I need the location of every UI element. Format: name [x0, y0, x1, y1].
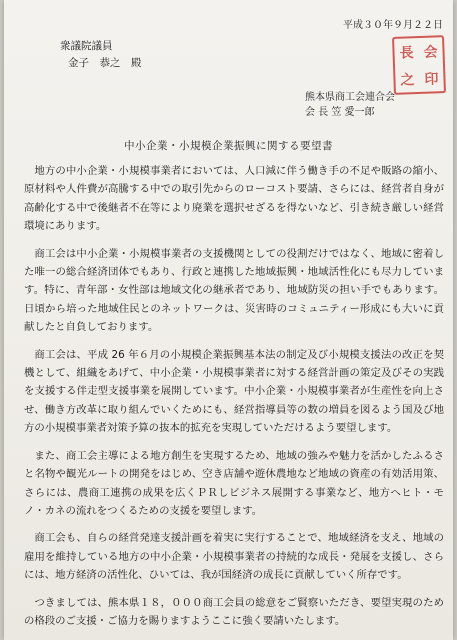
document-title: 中小企業・小規模企業振興に関する要望書 [124, 140, 333, 152]
body-paragraph: 商工会は中小企業・小規模事業者の支援機関としての役割だけではなく、地域に密着した唯一の総合経済団体でもあり、行政と連携した地域振興・地域活性化にも尽力しています。特に、青年部・女性部は地域文化の継承者であり、地域防災の担い手でもあります。日頃から培った地域住民とのネットワークは、災害時のコミュニティー形成にも大いに貢献したと自負しております。 [24, 247, 444, 334]
body-paragraph: 地方の中小企業・小規模事業者においては、人口減に伴う働き手の不足や販路の縮小、原材料や人件費が高騰する中での取引先からのローコスト要請、さらには、経営者自身が高齢化する中で後継者不在等により廃業を選択せざるを得ないなど、引き続き厳しい経営環境にあります。 [24, 165, 444, 233]
body-paragraph: また、商工会主導による地方創生を実現するため、地域の強みや魅力を活かしたふるさと名物や観光ルートの開発をはじめ、空き店舗や遊休農地など地域の資産の有効活用策、さらには、農商工連携の成果を広くＰＲしビジネス展開する事業など、地方へヒト・モノ・カネの流れをつくるための支援を要望します。 [24, 449, 444, 517]
recipient-block [60, 38, 142, 72]
show-through-text [174, 12, 190, 29]
body-paragraph: 商工会も、自らの経営発達支援計画を着実に実行することで、地域経済を支え、地域の雇用を維持している地方の中小企業・小規模事業者の持続的な成長・発展を支援し、さらには、地方経済の活性化、ひいては、我が国経済の成長に貢献していく所存です。 [24, 532, 444, 582]
seal-char: 長 [399, 44, 414, 62]
seal-char: 之 [400, 71, 415, 89]
sender-block [305, 90, 395, 120]
sender-person: 会 長 笠 愛一郎 [305, 107, 375, 118]
sender-organization: 熊本県商工会連合会 [305, 92, 395, 103]
seal-char: 印 [424, 70, 439, 88]
body-paragraph: 商工会は、平成 26 年６月の小規模企業振興基本法の制定及び小規模支援法の改正を契機として、組織をあげて、中小企業・小規模事業者に対する経営計画の策定及びその実践を支援する伴走型支援事業を展開しています。中小企業・小規模事業者が生産性を向上させ、働き方改革に取り組んでいくためにも、経営指導員等の数の増員を図るよう国及び地方の小規模事業者対策予算の抜本的拡充を実現していただけるよう要望します。 [24, 348, 444, 435]
recipient-name: 金子 恭之 殿 [68, 57, 142, 69]
letter-paper [4, 0, 453, 640]
seal-stamp [392, 35, 446, 95]
document-body [24, 162, 444, 639]
recipient-title: 衆議院議員 [60, 40, 113, 52]
letter-date: 平成３０年９月２２日 [343, 20, 443, 31]
body-paragraph: つきましては、熊本県１８，０００商工会員の総意をご賢察いただき、要望実現のための格段のご支援・ご協力を賜りますようここに強く要請いたします。 [24, 596, 444, 627]
seal-char: 会 [423, 43, 438, 61]
